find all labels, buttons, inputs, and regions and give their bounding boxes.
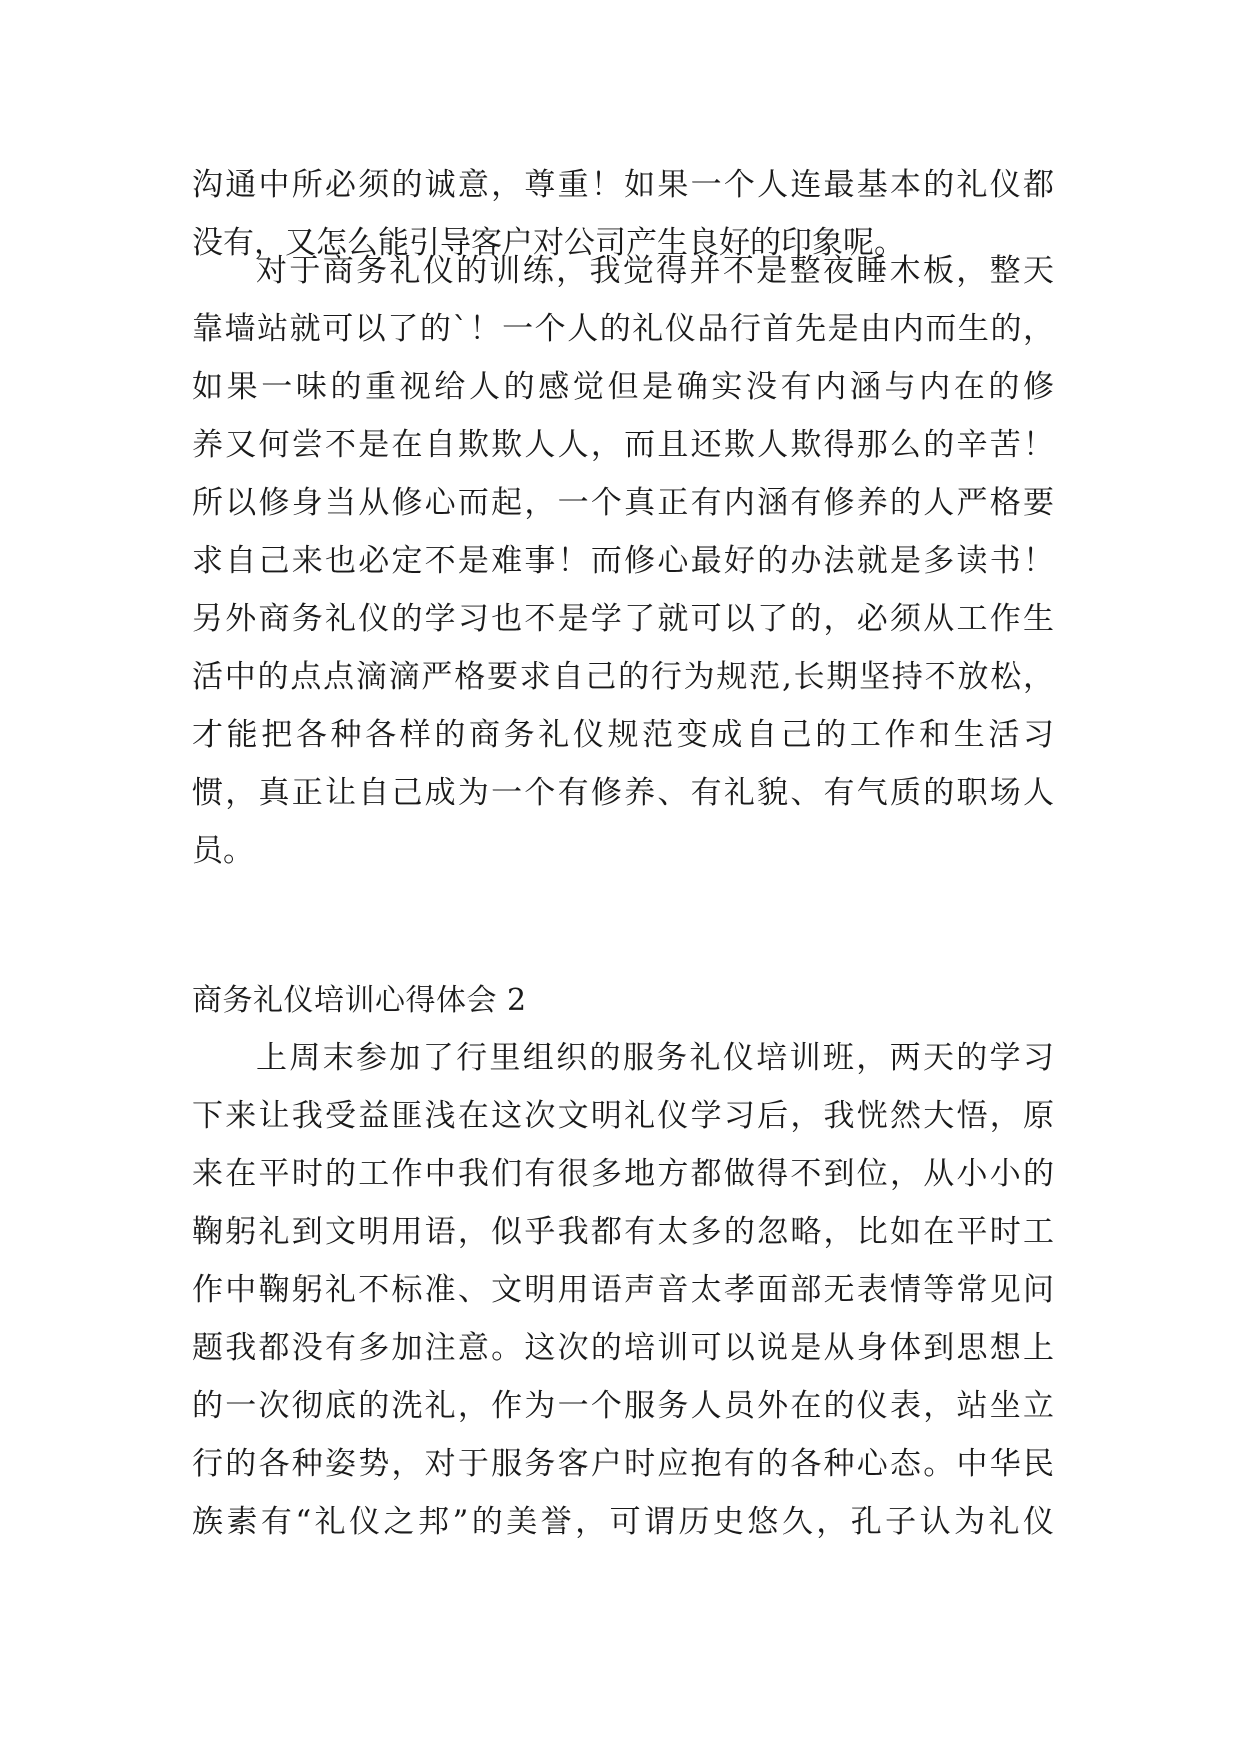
text-line: 作中鞠躬礼不标准、文明用语声音太孝面部无表情等常见问 — [192, 1272, 1054, 1308]
text-line: 另外商务礼仪的学习也不是学了就可以了的，必须从工作生 — [192, 601, 1054, 637]
text-line: 惯，真正让自己成为一个有修养、有礼貌、有气质的职场人 — [192, 775, 1054, 811]
text-line: 靠墙站就可以了的`！一个人的礼仪品行首先是由内而生的， — [192, 311, 1054, 347]
paragraph-3 — [192, 1029, 1054, 1551]
section-heading: 商务礼仪培训心得体会 2 — [192, 983, 527, 1018]
text-line: 如果一味的重视给人的感觉但是确实没有内涵与内在的修 — [192, 369, 1054, 405]
text-line: 对于商务礼仪的训练，我觉得并不是整夜睡木板，整天 — [256, 253, 1054, 289]
text-line: 鞠躬礼到文明用语，似乎我都有太多的忽略，比如在平时工 — [192, 1214, 1054, 1250]
text-line: 上周末参加了行里组织的服务礼仪培训班，两天的学习 — [256, 1040, 1054, 1076]
text-line: 题我都没有多加注意。这次的培训可以说是从身体到思想上 — [192, 1330, 1054, 1366]
text-line: 行的各种姿势，对于服务客户时应抱有的各种心态。中华民 — [192, 1446, 1054, 1482]
text-line: 族素有“礼仪之邦”的美誉，可谓历史悠久，孔子认为礼仪 — [192, 1504, 1054, 1540]
text-line: 养又何尝不是在自欺欺人人，而且还欺人欺得那么的辛苦！ — [192, 427, 1054, 463]
text-line: 下来让我受益匪浅在这次文明礼仪学习后，我恍然大悟，原 — [192, 1098, 1054, 1134]
text-line: 来在平时的工作中我们有很多地方都做得不到位，从小小的 — [192, 1156, 1054, 1192]
text-line: 没有，又怎么能引导客户对公司产生良好的印象呢。 — [192, 225, 905, 261]
text-line: 员。 — [192, 833, 254, 869]
text-line: 活中的点点滴滴严格要求自己的行为规范,长期坚持不放松， — [192, 659, 1054, 695]
text-line: 的一次彻底的洗礼，作为一个服务人员外在的仪表，站坐立 — [192, 1388, 1054, 1424]
text-line: 才能把各种各样的商务礼仪规范变成自己的工作和生活习 — [192, 717, 1054, 753]
text-line: 求自己来也必定不是难事！而修心最好的办法就是多读书！ — [192, 543, 1054, 579]
text-line: 沟通中所必须的诚意，尊重！如果一个人连最基本的礼仪都 — [192, 167, 1054, 203]
paragraph-2 — [192, 242, 1054, 880]
text-line: 所以修身当从修心而起，一个真正有内涵有修养的人严格要 — [192, 485, 1054, 521]
